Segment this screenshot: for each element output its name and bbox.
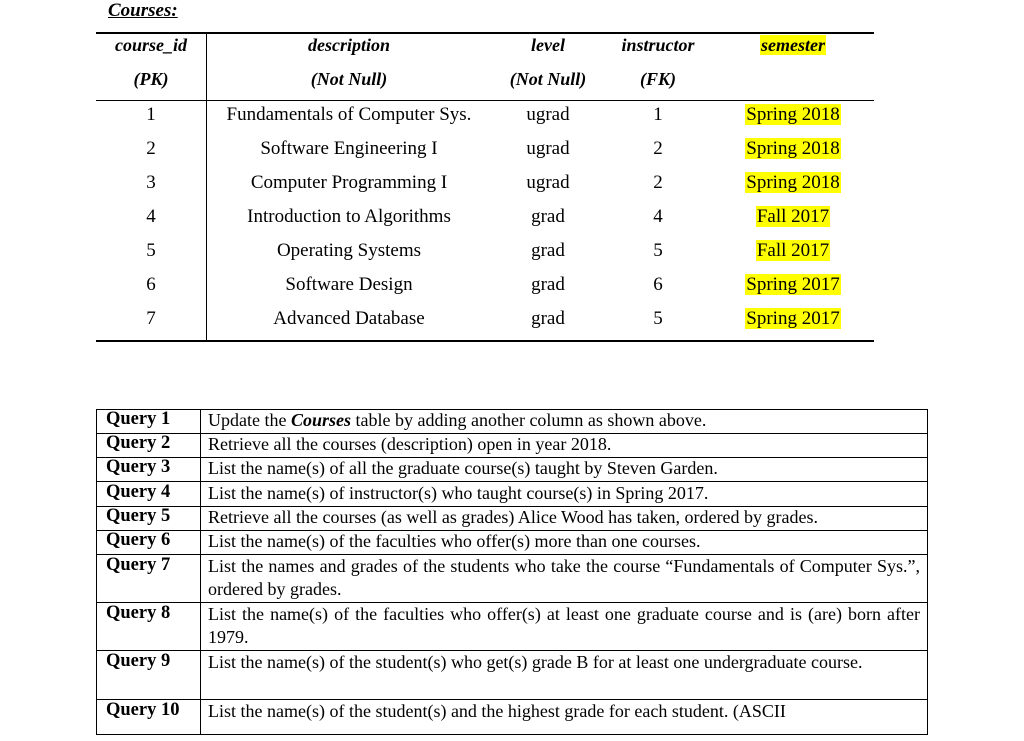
cell-course-id: 6 [146,274,156,295]
cell-instructor: 2 [653,172,663,193]
query-label: Query 10 [106,700,180,720]
cell-instructor: 6 [653,274,663,295]
query-text: List the name(s) of the faculties who offer(s) more than one courses. [208,531,701,551]
table-top-rule [96,32,874,34]
query-text: Retrieve all the courses (as well as grades) Alice Wood has taken, ordered by grades. [208,507,819,527]
query-label: Query 4 [106,482,171,502]
cell-semester: Spring 2018 [746,138,840,159]
query-text: List the name(s) of the student(s) who get(s) grade B for at least one undergraduate course. [208,652,863,672]
query-text: Retrieve all the courses (description) open in year 2018. [208,434,612,454]
cell-semester: Fall 2017 [756,240,830,261]
courses-table [96,32,874,342]
cell-instructor: 4 [653,206,663,227]
cell-course-id: 4 [146,206,156,227]
cell-description: Software Design [285,274,413,295]
query-label: Query 3 [106,457,171,477]
query-label: Query 1 [106,409,171,429]
cell-description: Advanced Database [273,308,425,329]
cell-instructor: 5 [653,240,663,261]
query-text: List the name(s) of instructor(s) who taught course(s) in Spring 2017. [208,483,709,503]
cell-level: grad [531,308,565,329]
cell-course-id: 1 [146,104,156,125]
cell-description: Operating Systems [276,240,422,261]
header-description: description [307,35,390,55]
table-row [96,136,874,170]
cell-level: grad [531,274,565,295]
cell-description: Introduction to Algorithms [247,206,451,227]
table-row [96,170,874,204]
cell-course-id: 3 [146,172,156,193]
cell-instructor: 2 [653,138,663,159]
query-text: List the names and grades of the students who take the course “Fundamentals of Computer Sys.”, ordered by grades. [208,556,920,599]
header-semester-highlight: semester [761,35,825,55]
cell-level: ugrad [526,172,570,193]
table-row [96,204,874,238]
cell-course-id: 5 [146,240,156,261]
table-row [96,272,874,306]
header-level: level [531,35,565,55]
query-label: Query 6 [106,530,171,550]
cell-description: Computer Programming I [250,172,448,193]
header-level-sub: (Not Null) [509,69,587,89]
header-course-id-sub: (PK) [133,69,169,89]
query-label: Query 7 [106,555,171,575]
cell-description: Software Engineering I [260,138,438,159]
cell-semester: Spring 2018 [746,104,840,125]
cell-instructor: 1 [653,104,663,125]
query-label: Query 5 [106,506,171,526]
table-row [96,306,874,340]
cell-level: ugrad [526,104,570,125]
header-description-sub: (Not Null) [310,69,388,89]
cell-level: grad [531,206,565,227]
query-text: List the name(s) of the faculties who offer(s) at least one graduate course and is (are) born after 1979. [208,604,920,647]
courses-emphasis: Courses [290,410,351,430]
query-label: Query 9 [106,651,171,671]
header-instructor: instructor [621,35,695,55]
query-text: Update the Courses table by adding another column as shown above. [208,410,707,430]
cell-level: grad [531,240,565,261]
cell-semester: Spring 2018 [746,172,840,193]
cell-description: Fundamentals of Computer Sys. [226,104,472,125]
query-border-bottom [96,734,928,735]
query-label: Query 8 [106,603,171,623]
cell-course-id: 2 [146,138,156,159]
header-semester [712,35,874,56]
header-instructor-sub: (FK) [640,69,676,89]
table-bottom-rule [96,340,874,342]
table-row [96,102,874,136]
query-label: Query 2 [106,433,171,453]
table-row [96,238,874,272]
section-heading: Courses: [108,0,178,21]
cell-semester: Fall 2017 [756,206,830,227]
header-course-id: course_id [115,35,187,55]
header-bottom-rule [96,100,874,101]
cell-course-id: 7 [146,308,156,329]
cell-instructor: 5 [653,308,663,329]
queries-table [96,409,928,735]
query-text: List the name(s) of the student(s) and the highest grade for each student. (ASCII [208,701,786,721]
query-text: List the name(s) of all the graduate course(s) taught by Steven Garden. [208,458,718,478]
cell-semester: Spring 2017 [746,308,840,329]
cell-semester: Spring 2017 [746,274,840,295]
cell-level: ugrad [526,138,570,159]
